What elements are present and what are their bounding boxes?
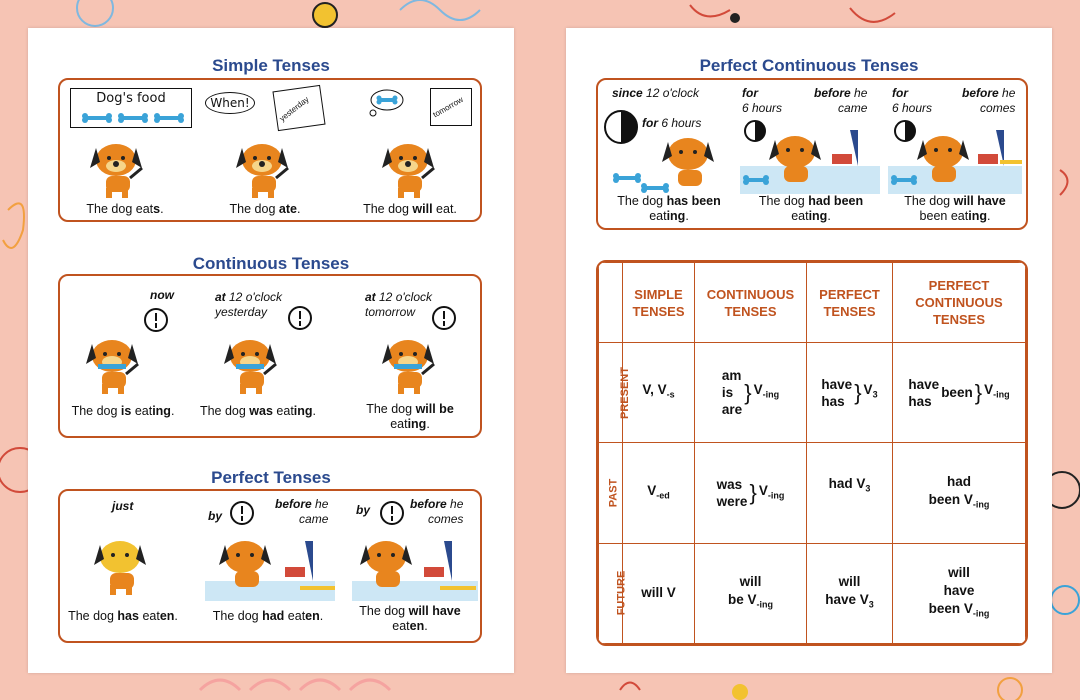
dog-boat-scene [205,531,335,603]
table-header-row [599,263,1026,343]
cell-future-continuous: will be $V_{-ing}$ [695,543,807,643]
dog-illustration [378,334,442,396]
cell-present-simple: V, $V_{-s}$ [623,343,695,443]
continuous-tenses-panel [58,274,482,438]
header-continuous-tenses: CONTINUOUS TENSES [695,263,807,343]
corner-cell [599,263,623,343]
dog-illustration [90,535,154,597]
calendar-yesterday-icon: yesterday [272,85,325,131]
dog-illustration [232,138,296,200]
calendar-tomorrow-icon: tomorrow [430,88,472,126]
caption-past-simple: The dog ate. [229,202,301,216]
dogs-food-label: Dog's food [96,91,166,106]
note-before-comes: before he comes [962,86,1016,115]
clock-icon [432,306,456,330]
continuous-tenses-title: Continuous Tenses [192,254,350,273]
clock-icon [144,308,168,332]
dog-illustration [82,334,146,396]
simple-tenses-panel [58,78,482,222]
clock-icon [288,306,312,330]
table-row-past [599,443,1026,543]
clock-icon [230,501,254,525]
header-perfect-tenses: PERFECT TENSES [807,263,893,343]
table-row-future [599,543,1026,643]
tense-formula-table [596,260,1028,646]
cell-past-continuous: was were } $V_{-ing}$ [695,443,807,543]
header-simple-tenses: SIMPLE TENSES [623,263,695,343]
note-at-yesterday: at 12 o'clock yesterday [215,290,282,319]
cell-past-perfect-continuous: had been $V_{-ing}$ [893,443,1026,543]
caption-future-continuous: The dog will be eating. [366,402,454,431]
caption-past-perfect: The dog had eaten. [212,609,324,623]
note-now: now [150,288,174,302]
caption-past-continuous: The dog was eating. [199,404,317,418]
cell-present-continuous: am is are } $V_{-ing}$ [695,343,807,443]
caption-future-perfect-continuous: The dog will have been eating. [904,194,1006,223]
dog-illustration [86,138,150,200]
row-label-present: PRESENT [599,343,623,443]
cell-present-perfect-continuous: have has been } $V_{-ing}$ [893,343,1026,443]
cell-past-perfect: had $V_3$ [807,443,893,543]
row-label-future: FUTURE [599,543,623,643]
cell-future-simple: will V [623,543,695,643]
note-before-came: before he came [814,86,868,115]
row-label-past: PAST [599,443,623,543]
note-since: since 12 o'clock [612,86,700,100]
thought-bubble-icon [365,88,405,118]
note-for-6-hours: for 6 hours [642,116,702,130]
note-just: just [112,499,134,513]
perfect-tenses-panel [58,489,482,643]
perfect-continuous-panel [596,78,1028,230]
when-bubble: When! [205,92,255,114]
dog-boat-scene [888,130,1022,196]
dog-illustration [378,138,442,200]
dogs-food-sign [70,88,192,128]
table-row-present [599,343,1026,443]
left-page [28,28,514,673]
perfect-tenses-title: Perfect Tenses [211,468,331,487]
dog-illustration [220,334,284,396]
right-page [566,28,1052,673]
caption-present-perfect: The dog has eaten. [68,609,178,623]
caption-future-simple: The dog will eat. [363,202,457,216]
caption-present-perfect-continuous: The dog has been eating. [617,194,721,223]
caption-present-simple: The dog eats. [86,202,164,216]
dog-boat-scene [352,531,478,603]
cell-future-perfect: will have $V_3$ [807,543,893,643]
cell-present-perfect: have has } $V_3$ [807,343,893,443]
note-at-tomorrow: at 12 o'clock tomorrow [365,290,432,319]
cell-future-perfect-continuous: will have been $V_{-ing}$ [893,543,1026,643]
header-perfect-continuous-tenses: PERFECT CONTINUOUS TENSES [893,263,1026,343]
note-before-came: before he came [275,497,329,526]
cell-past-simple: $V_{-ed}$ [623,443,695,543]
bone-icon [71,111,191,125]
caption-past-perfect-continuous: The dog had been eating. [758,194,864,223]
perfect-continuous-tenses-title: Perfect Continuous Tenses [699,56,919,75]
dog-boat-scene [740,130,880,196]
note-before-comes: before he comes [410,497,464,526]
clock-icon [380,501,404,525]
note-by: by [208,509,223,523]
caption-future-perfect: The dog will have eaten. [359,604,461,633]
caption-present-continuous: The dog is eating. [71,404,175,418]
note-for: for 6 hours [892,86,933,115]
note-for: for 6 hours [742,86,783,115]
note-by: by [356,503,371,517]
simple-tenses-title: Simple Tenses [212,56,330,75]
dog-bones-scene [608,132,738,194]
